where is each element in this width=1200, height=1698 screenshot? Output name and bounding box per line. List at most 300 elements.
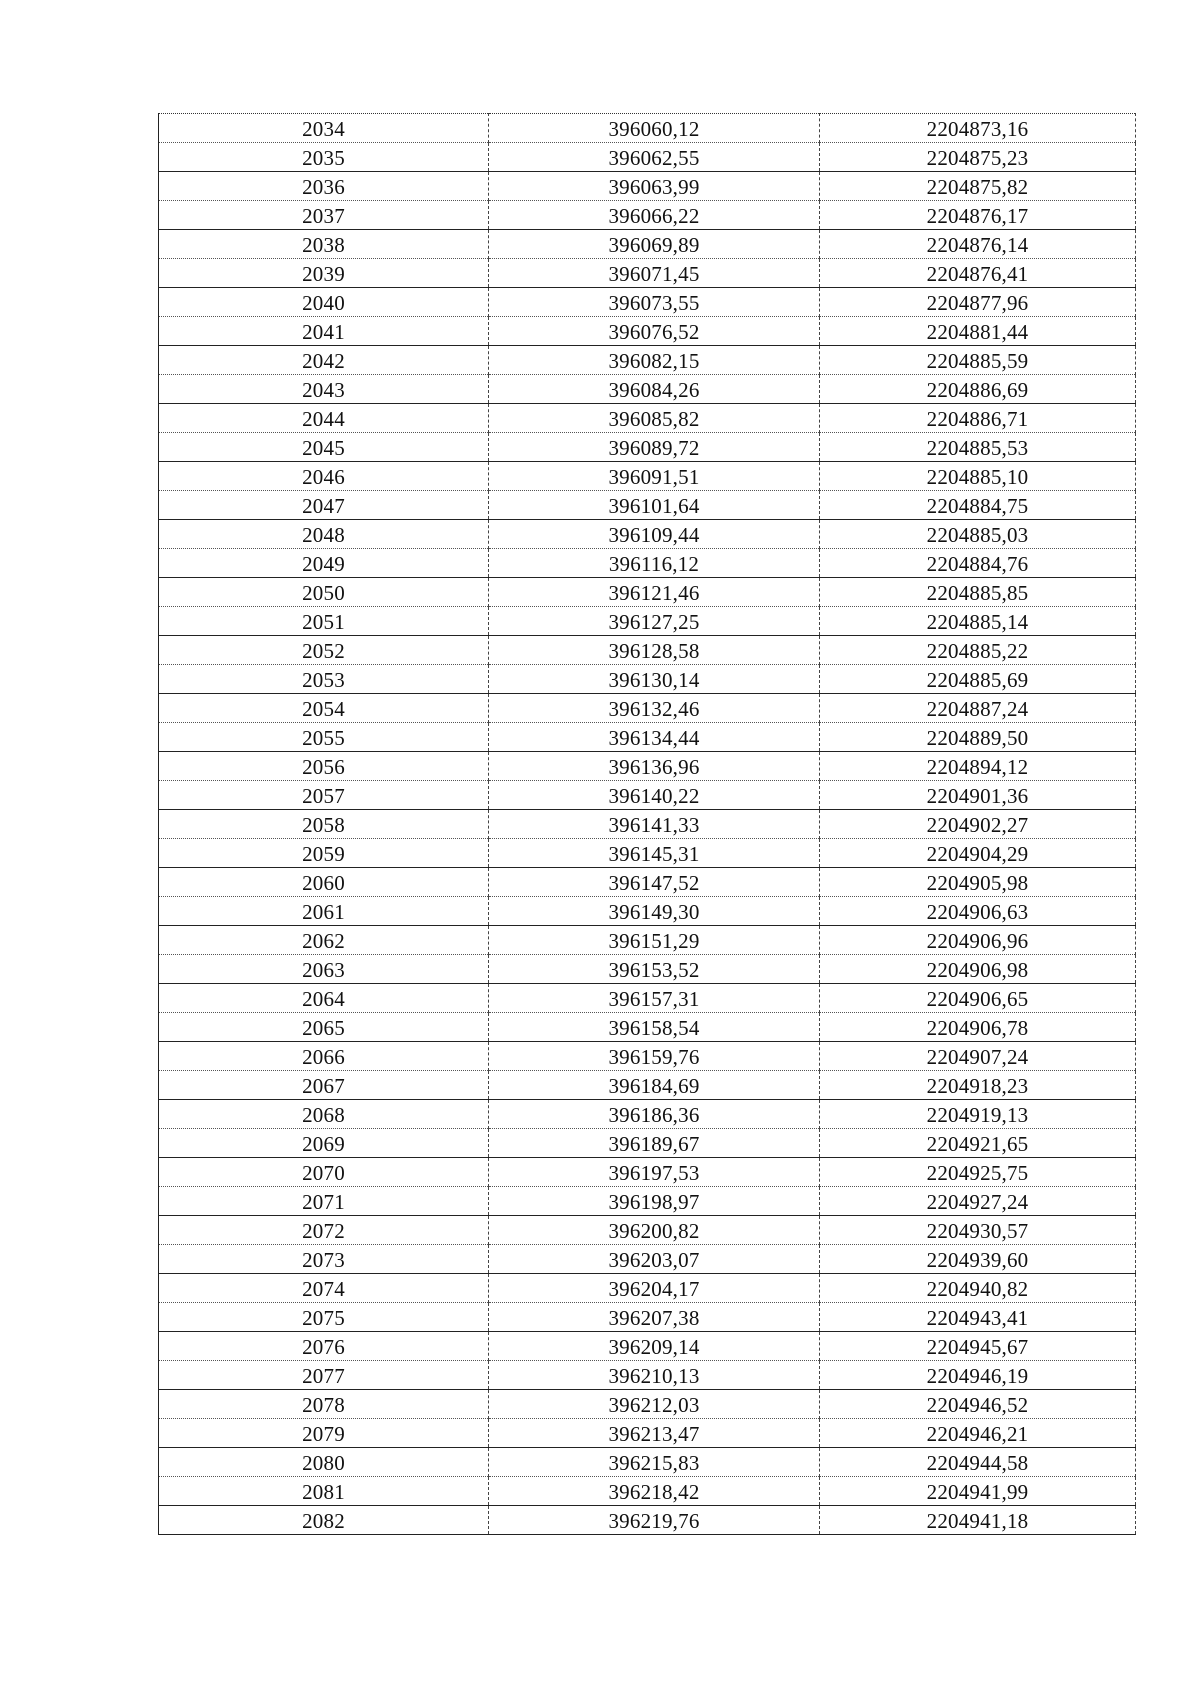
cell-value: 396157,31 bbox=[608, 987, 700, 1011]
table-row bbox=[159, 288, 1136, 317]
cell-value: 2063 bbox=[302, 958, 345, 982]
cell-value: 396189,67 bbox=[608, 1132, 700, 1156]
cell-value: 2204906,96 bbox=[926, 929, 1029, 953]
cell-value: 2048 bbox=[302, 523, 345, 547]
table-row bbox=[159, 520, 1136, 549]
cell-value: 2043 bbox=[302, 378, 345, 402]
x-coordinate-cell bbox=[489, 201, 820, 230]
x-coordinate-cell bbox=[489, 1187, 820, 1216]
x-coordinate-cell bbox=[489, 1158, 820, 1187]
cell-value: 396207,38 bbox=[608, 1306, 700, 1330]
cell-value: 2068 bbox=[302, 1103, 345, 1127]
point-number-cell bbox=[159, 1013, 489, 1042]
table-row bbox=[159, 143, 1136, 172]
x-coordinate-cell bbox=[489, 868, 820, 897]
point-number-cell bbox=[159, 1448, 489, 1477]
y-coordinate-cell bbox=[820, 781, 1136, 810]
cell-value: 396069,89 bbox=[608, 233, 700, 257]
x-coordinate-cell bbox=[489, 723, 820, 752]
point-number-cell bbox=[159, 1419, 489, 1448]
cell-value: 2079 bbox=[302, 1422, 345, 1446]
x-coordinate-cell bbox=[489, 665, 820, 694]
point-number-cell bbox=[159, 288, 489, 317]
cell-value: 2204940,82 bbox=[926, 1277, 1029, 1301]
cell-value: 2204918,23 bbox=[926, 1074, 1029, 1098]
x-coordinate-cell bbox=[489, 1274, 820, 1303]
cell-value: 396116,12 bbox=[608, 552, 700, 576]
table-row bbox=[159, 1100, 1136, 1129]
cell-value: 396197,53 bbox=[608, 1161, 700, 1185]
cell-value: 2204906,65 bbox=[926, 987, 1029, 1011]
x-coordinate-cell bbox=[489, 955, 820, 984]
cell-value: 2067 bbox=[302, 1074, 345, 1098]
cell-value: 2051 bbox=[302, 610, 345, 634]
cell-value: 396158,54 bbox=[608, 1016, 700, 1040]
table-row bbox=[159, 549, 1136, 578]
cell-value: 2053 bbox=[302, 668, 345, 692]
table-row bbox=[159, 317, 1136, 346]
x-coordinate-cell bbox=[489, 636, 820, 665]
cell-value: 396210,13 bbox=[608, 1364, 700, 1388]
y-coordinate-cell bbox=[820, 578, 1136, 607]
cell-value: 2057 bbox=[302, 784, 345, 808]
cell-value: 2204885,10 bbox=[926, 465, 1029, 489]
table-row bbox=[159, 781, 1136, 810]
cell-value: 2204876,41 bbox=[926, 262, 1029, 286]
cell-value: 2060 bbox=[302, 871, 345, 895]
x-coordinate-cell bbox=[489, 1071, 820, 1100]
point-number-cell bbox=[159, 897, 489, 926]
table-row bbox=[159, 375, 1136, 404]
point-number-cell bbox=[159, 375, 489, 404]
point-number-cell bbox=[159, 1390, 489, 1419]
y-coordinate-cell bbox=[820, 1100, 1136, 1129]
y-coordinate-cell bbox=[820, 897, 1136, 926]
table-row bbox=[159, 1390, 1136, 1419]
x-coordinate-cell bbox=[489, 114, 820, 143]
cell-value: 2204906,78 bbox=[926, 1016, 1029, 1040]
cell-value: 2204884,76 bbox=[926, 552, 1029, 576]
cell-value: 2204889,50 bbox=[926, 726, 1029, 750]
cell-value: 2204881,44 bbox=[926, 320, 1029, 344]
y-coordinate-cell bbox=[820, 1448, 1136, 1477]
coordinates-table bbox=[158, 113, 1136, 1535]
cell-value: 396091,51 bbox=[608, 465, 700, 489]
point-number-cell bbox=[159, 549, 489, 578]
x-coordinate-cell bbox=[489, 1013, 820, 1042]
cell-value: 2204873,16 bbox=[926, 117, 1029, 141]
y-coordinate-cell bbox=[820, 1013, 1136, 1042]
cell-value: 2204921,65 bbox=[926, 1132, 1029, 1156]
cell-value: 2081 bbox=[302, 1480, 345, 1504]
cell-value: 396132,46 bbox=[608, 697, 700, 721]
coordinates-table-body bbox=[159, 114, 1136, 1535]
cell-value: 2041 bbox=[302, 320, 345, 344]
cell-value: 2080 bbox=[302, 1451, 345, 1475]
point-number-cell bbox=[159, 433, 489, 462]
x-coordinate-cell bbox=[489, 317, 820, 346]
point-number-cell bbox=[159, 1361, 489, 1390]
cell-value: 396213,47 bbox=[608, 1422, 700, 1446]
y-coordinate-cell bbox=[820, 1419, 1136, 1448]
x-coordinate-cell bbox=[489, 1419, 820, 1448]
table-row bbox=[159, 1013, 1136, 1042]
point-number-cell bbox=[159, 781, 489, 810]
table-row bbox=[159, 172, 1136, 201]
cell-value: 396209,14 bbox=[608, 1335, 700, 1359]
point-number-cell bbox=[159, 1071, 489, 1100]
cell-value: 396203,07 bbox=[608, 1248, 700, 1272]
cell-value: 2204902,27 bbox=[926, 813, 1029, 837]
cell-value: 2204875,82 bbox=[926, 175, 1029, 199]
table-row bbox=[159, 1274, 1136, 1303]
y-coordinate-cell bbox=[820, 491, 1136, 520]
y-coordinate-cell bbox=[820, 665, 1136, 694]
point-number-cell bbox=[159, 752, 489, 781]
y-coordinate-cell bbox=[820, 259, 1136, 288]
point-number-cell bbox=[159, 1303, 489, 1332]
x-coordinate-cell bbox=[489, 346, 820, 375]
table-row bbox=[159, 1361, 1136, 1390]
x-coordinate-cell bbox=[489, 694, 820, 723]
cell-value: 2082 bbox=[302, 1509, 345, 1533]
x-coordinate-cell bbox=[489, 1129, 820, 1158]
cell-value: 396218,42 bbox=[608, 1480, 700, 1504]
point-number-cell bbox=[159, 404, 489, 433]
cell-value: 2054 bbox=[302, 697, 345, 721]
cell-value: 2035 bbox=[302, 146, 345, 170]
y-coordinate-cell bbox=[820, 1477, 1136, 1506]
cell-value: 2040 bbox=[302, 291, 345, 315]
cell-value: 396212,03 bbox=[608, 1393, 700, 1417]
y-coordinate-cell bbox=[820, 288, 1136, 317]
y-coordinate-cell bbox=[820, 201, 1136, 230]
point-number-cell bbox=[159, 114, 489, 143]
x-coordinate-cell bbox=[489, 1390, 820, 1419]
point-number-cell bbox=[159, 491, 489, 520]
cell-value: 2204946,21 bbox=[926, 1422, 1029, 1446]
point-number-cell bbox=[159, 723, 489, 752]
cell-value: 2034 bbox=[302, 117, 345, 141]
cell-value: 2045 bbox=[302, 436, 345, 460]
cell-value: 396109,44 bbox=[608, 523, 700, 547]
table-row bbox=[159, 114, 1136, 143]
y-coordinate-cell bbox=[820, 1187, 1136, 1216]
point-number-cell bbox=[159, 926, 489, 955]
y-coordinate-cell bbox=[820, 346, 1136, 375]
cell-value: 2204885,03 bbox=[926, 523, 1029, 547]
cell-value: 2204941,18 bbox=[926, 1509, 1029, 1533]
y-coordinate-cell bbox=[820, 607, 1136, 636]
cell-value: 2204876,14 bbox=[926, 233, 1029, 257]
table-row bbox=[159, 1419, 1136, 1448]
y-coordinate-cell bbox=[820, 810, 1136, 839]
point-number-cell bbox=[159, 1477, 489, 1506]
point-number-cell bbox=[159, 955, 489, 984]
y-coordinate-cell bbox=[820, 839, 1136, 868]
table-row bbox=[159, 665, 1136, 694]
point-number-cell bbox=[159, 1245, 489, 1274]
cell-value: 2064 bbox=[302, 987, 345, 1011]
y-coordinate-cell bbox=[820, 462, 1136, 491]
point-number-cell bbox=[159, 520, 489, 549]
point-number-cell bbox=[159, 810, 489, 839]
cell-value: 396071,45 bbox=[608, 262, 700, 286]
y-coordinate-cell bbox=[820, 1042, 1136, 1071]
y-coordinate-cell bbox=[820, 868, 1136, 897]
cell-value: 396219,76 bbox=[608, 1509, 700, 1533]
x-coordinate-cell bbox=[489, 926, 820, 955]
cell-value: 396136,96 bbox=[608, 755, 700, 779]
cell-value: 2204907,24 bbox=[926, 1045, 1029, 1069]
y-coordinate-cell bbox=[820, 1071, 1136, 1100]
table-row bbox=[159, 694, 1136, 723]
table-row bbox=[159, 1303, 1136, 1332]
table-row bbox=[159, 1448, 1136, 1477]
cell-value: 2066 bbox=[302, 1045, 345, 1069]
cell-value: 396200,82 bbox=[608, 1219, 700, 1243]
x-coordinate-cell bbox=[489, 549, 820, 578]
cell-value: 396082,15 bbox=[608, 349, 700, 373]
cell-value: 2204943,41 bbox=[926, 1306, 1029, 1330]
x-coordinate-cell bbox=[489, 462, 820, 491]
y-coordinate-cell bbox=[820, 230, 1136, 259]
point-number-cell bbox=[159, 317, 489, 346]
table-row bbox=[159, 955, 1136, 984]
point-number-cell bbox=[159, 868, 489, 897]
table-row bbox=[159, 404, 1136, 433]
cell-value: 396151,29 bbox=[608, 929, 700, 953]
x-coordinate-cell bbox=[489, 839, 820, 868]
table-row bbox=[159, 1158, 1136, 1187]
cell-value: 2204906,98 bbox=[926, 958, 1029, 982]
point-number-cell bbox=[159, 1332, 489, 1361]
y-coordinate-cell bbox=[820, 114, 1136, 143]
table-row bbox=[159, 1477, 1136, 1506]
cell-value: 2072 bbox=[302, 1219, 345, 1243]
y-coordinate-cell bbox=[820, 1274, 1136, 1303]
point-number-cell bbox=[159, 694, 489, 723]
cell-value: 396066,22 bbox=[608, 204, 700, 228]
cell-value: 2044 bbox=[302, 407, 345, 431]
cell-value: 2071 bbox=[302, 1190, 345, 1214]
point-number-cell bbox=[159, 143, 489, 172]
y-coordinate-cell bbox=[820, 1332, 1136, 1361]
point-number-cell bbox=[159, 636, 489, 665]
x-coordinate-cell bbox=[489, 1332, 820, 1361]
x-coordinate-cell bbox=[489, 172, 820, 201]
cell-value: 2204885,22 bbox=[926, 639, 1029, 663]
y-coordinate-cell bbox=[820, 433, 1136, 462]
cell-value: 2049 bbox=[302, 552, 345, 576]
cell-value: 2204906,63 bbox=[926, 900, 1029, 924]
cell-value: 396145,31 bbox=[608, 842, 700, 866]
point-number-cell bbox=[159, 1216, 489, 1245]
table-row bbox=[159, 607, 1136, 636]
table-row bbox=[159, 839, 1136, 868]
table-row bbox=[159, 462, 1136, 491]
table-row bbox=[159, 984, 1136, 1013]
cell-value: 396121,46 bbox=[608, 581, 700, 605]
table-row bbox=[159, 1506, 1136, 1535]
y-coordinate-cell bbox=[820, 143, 1136, 172]
cell-value: 2075 bbox=[302, 1306, 345, 1330]
y-coordinate-cell bbox=[820, 1158, 1136, 1187]
point-number-cell bbox=[159, 1100, 489, 1129]
y-coordinate-cell bbox=[820, 317, 1136, 346]
cell-value: 2055 bbox=[302, 726, 345, 750]
table-row bbox=[159, 1216, 1136, 1245]
cell-value: 2042 bbox=[302, 349, 345, 373]
point-number-cell bbox=[159, 665, 489, 694]
y-coordinate-cell bbox=[820, 375, 1136, 404]
table-row bbox=[159, 1245, 1136, 1274]
cell-value: 396089,72 bbox=[608, 436, 700, 460]
y-coordinate-cell bbox=[820, 1506, 1136, 1535]
point-number-cell bbox=[159, 201, 489, 230]
cell-value: 2062 bbox=[302, 929, 345, 953]
y-coordinate-cell bbox=[820, 404, 1136, 433]
cell-value: 2065 bbox=[302, 1016, 345, 1040]
cell-value: 396062,55 bbox=[608, 146, 700, 170]
cell-value: 396215,83 bbox=[608, 1451, 700, 1475]
y-coordinate-cell bbox=[820, 1129, 1136, 1158]
table-row bbox=[159, 636, 1136, 665]
cell-value: 2204885,69 bbox=[926, 668, 1029, 692]
point-number-cell bbox=[159, 839, 489, 868]
table-row bbox=[159, 578, 1136, 607]
cell-value: 2070 bbox=[302, 1161, 345, 1185]
cell-value: 2204919,13 bbox=[926, 1103, 1029, 1127]
table-row bbox=[159, 752, 1136, 781]
table-row bbox=[159, 433, 1136, 462]
cell-value: 2204905,98 bbox=[926, 871, 1029, 895]
cell-value: 396159,76 bbox=[608, 1045, 700, 1069]
x-coordinate-cell bbox=[489, 259, 820, 288]
cell-value: 396140,22 bbox=[608, 784, 700, 808]
y-coordinate-cell bbox=[820, 1216, 1136, 1245]
point-number-cell bbox=[159, 984, 489, 1013]
table-row bbox=[159, 723, 1136, 752]
cell-value: 2078 bbox=[302, 1393, 345, 1417]
cell-value: 396060,12 bbox=[608, 117, 700, 141]
x-coordinate-cell bbox=[489, 1245, 820, 1274]
x-coordinate-cell bbox=[489, 520, 820, 549]
y-coordinate-cell bbox=[820, 723, 1136, 752]
y-coordinate-cell bbox=[820, 955, 1136, 984]
table-row bbox=[159, 1332, 1136, 1361]
cell-value: 2204925,75 bbox=[926, 1161, 1029, 1185]
cell-value: 2204885,85 bbox=[926, 581, 1029, 605]
cell-value: 396073,55 bbox=[608, 291, 700, 315]
cell-value: 2059 bbox=[302, 842, 345, 866]
table-row bbox=[159, 868, 1136, 897]
cell-value: 2204944,58 bbox=[926, 1451, 1029, 1475]
cell-value: 2204884,75 bbox=[926, 494, 1029, 518]
table-row bbox=[159, 259, 1136, 288]
x-coordinate-cell bbox=[489, 1042, 820, 1071]
cell-value: 396149,30 bbox=[608, 900, 700, 924]
x-coordinate-cell bbox=[489, 1477, 820, 1506]
cell-value: 396127,25 bbox=[608, 610, 700, 634]
x-coordinate-cell bbox=[489, 810, 820, 839]
cell-value: 2058 bbox=[302, 813, 345, 837]
cell-value: 2204941,99 bbox=[926, 1480, 1029, 1504]
x-coordinate-cell bbox=[489, 1361, 820, 1390]
cell-value: 2056 bbox=[302, 755, 345, 779]
cell-value: 396153,52 bbox=[608, 958, 700, 982]
table-row bbox=[159, 346, 1136, 375]
table-row bbox=[159, 201, 1136, 230]
cell-value: 2204887,24 bbox=[926, 697, 1029, 721]
point-number-cell bbox=[159, 607, 489, 636]
cell-value: 2204945,67 bbox=[926, 1335, 1029, 1359]
x-coordinate-cell bbox=[489, 404, 820, 433]
cell-value: 2204885,53 bbox=[926, 436, 1029, 460]
x-coordinate-cell bbox=[489, 433, 820, 462]
point-number-cell bbox=[159, 1042, 489, 1071]
point-number-cell bbox=[159, 1187, 489, 1216]
table-row bbox=[159, 926, 1136, 955]
cell-value: 2204877,96 bbox=[926, 291, 1029, 315]
cell-value: 396184,69 bbox=[608, 1074, 700, 1098]
cell-value: 2073 bbox=[302, 1248, 345, 1272]
x-coordinate-cell bbox=[489, 375, 820, 404]
cell-value: 2204946,52 bbox=[926, 1393, 1029, 1417]
cell-value: 2036 bbox=[302, 175, 345, 199]
cell-value: 2204946,19 bbox=[926, 1364, 1029, 1388]
y-coordinate-cell bbox=[820, 984, 1136, 1013]
cell-value: 396128,58 bbox=[608, 639, 700, 663]
cell-value: 2204901,36 bbox=[926, 784, 1029, 808]
point-number-cell bbox=[159, 259, 489, 288]
cell-value: 396101,64 bbox=[608, 494, 700, 518]
cell-value: 2046 bbox=[302, 465, 345, 489]
cell-value: 2204930,57 bbox=[926, 1219, 1029, 1243]
x-coordinate-cell bbox=[489, 1303, 820, 1332]
cell-value: 2038 bbox=[302, 233, 345, 257]
table-row bbox=[159, 1042, 1136, 1071]
cell-value: 2204875,23 bbox=[926, 146, 1029, 170]
x-coordinate-cell bbox=[489, 288, 820, 317]
cell-value: 396085,82 bbox=[608, 407, 700, 431]
x-coordinate-cell bbox=[489, 607, 820, 636]
point-number-cell bbox=[159, 578, 489, 607]
x-coordinate-cell bbox=[489, 1100, 820, 1129]
y-coordinate-cell bbox=[820, 172, 1136, 201]
point-number-cell bbox=[159, 346, 489, 375]
point-number-cell bbox=[159, 1129, 489, 1158]
cell-value: 2077 bbox=[302, 1364, 345, 1388]
x-coordinate-cell bbox=[489, 578, 820, 607]
cell-value: 2204894,12 bbox=[926, 755, 1029, 779]
cell-value: 2204876,17 bbox=[926, 204, 1029, 228]
cell-value: 396186,36 bbox=[608, 1103, 700, 1127]
cell-value: 2037 bbox=[302, 204, 345, 228]
table-row bbox=[159, 1187, 1136, 1216]
x-coordinate-cell bbox=[489, 781, 820, 810]
cell-value: 396076,52 bbox=[608, 320, 700, 344]
y-coordinate-cell bbox=[820, 549, 1136, 578]
y-coordinate-cell bbox=[820, 520, 1136, 549]
point-number-cell bbox=[159, 1274, 489, 1303]
table-row bbox=[159, 897, 1136, 926]
x-coordinate-cell bbox=[489, 491, 820, 520]
cell-value: 2204939,60 bbox=[926, 1248, 1029, 1272]
x-coordinate-cell bbox=[489, 1448, 820, 1477]
point-number-cell bbox=[159, 172, 489, 201]
cell-value: 396141,33 bbox=[608, 813, 700, 837]
